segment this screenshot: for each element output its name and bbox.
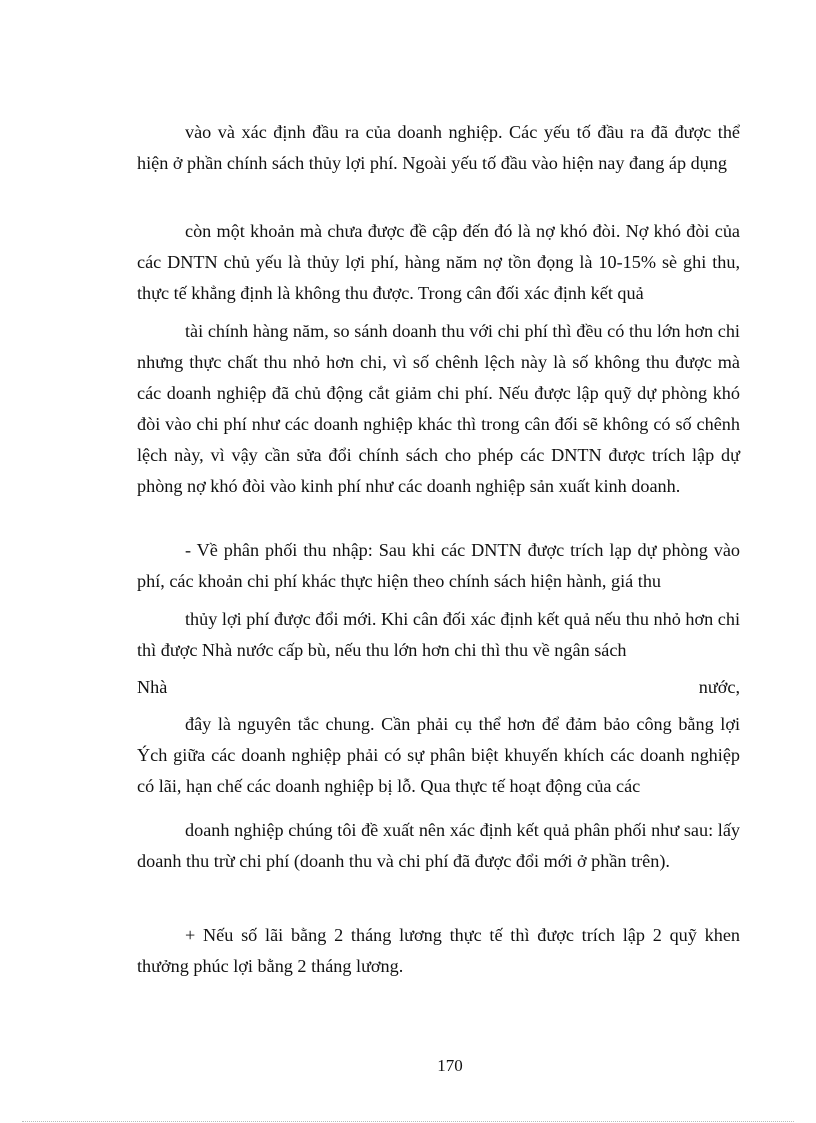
nuoc-word: nước,: [698, 677, 740, 697]
footer-divider: [22, 1121, 794, 1122]
page-number: 170: [437, 1056, 463, 1075]
nha-word: Nhà: [137, 677, 168, 697]
paragraph-2: còn một khoản mà chưa được đề cập đến đó là nợ khó đòi. Nợ khó đòi của các DNTN chủ yếu là thủy lợi phí, hàng năm nợ tồn đọng là 10-15% sè ghi thu, thực tế khẳng định là không thu được. Trong cân đối xác định kết quả: [137, 221, 740, 303]
paragraph-5: thủy lợi phí được đổi mới. Khi cân đối xác định kết quả nếu thu nhỏ hơn chi thì được Nhà nước cấp bù, nếu thu lớn hơn chi thì thu về ngân sách: [137, 609, 740, 660]
paragraph-7: doanh nghiệp chúng tôi đề xuất nên xác định kết quả phân phối như sau: lấy doanh thu trừ chi phí (doanh thu và chi phí đã được đổi mới ở phần trên).: [137, 820, 740, 871]
paragraph-8: + Nếu số lãi bằng 2 tháng lương thực tế thì được trích lập 2 quỹ khen thưởng phúc lợi bằng 2 tháng lương.: [137, 925, 740, 976]
paragraph-3: tài chính hàng năm, so sánh doanh thu với chi phí thì đều có thu lớn hơn chi nhưng thực chất thu nhỏ hơn chi, vì số chênh lệch này là số không thu được mà các doanh nghiệp đã chủ động cắt giảm chi phí. Nếu được lập quỹ dự phòng khó đòi vào chi phí như các doanh nghiệp khác thì trong cân đối sẽ không có số chênh lệch này, vì vậy cần sửa đổi chính sách cho phép các DNTN được trích lập dự phòng nợ khó đòi vào kinh phí như các doanh nghiệp sản xuất kinh doanh.: [137, 321, 740, 496]
paragraph-6: đây là nguyên tắc chung. Cần phải cụ thể hơn để đảm bảo công bằng lợi Ých giữa các doanh nghiệp phải có sự phân biệt khuyến khích các doanh nghiệp có lãi, hạn chế các doanh nghiệp bị lỗ. Qua thực tế hoạt động của các: [137, 714, 740, 796]
paragraph-4: - Về phân phối thu nhập: Sau khi các DNTN được trích lạp dự phòng vào phí, các khoản chi phí khác thực hiện theo chính sách hiện hành, giá thu: [137, 540, 740, 591]
paragraph-5-last-line: [137, 672, 740, 703]
paragraph-1: vào và xác định đầu ra của doanh nghiệp. Các yếu tố đầu ra đã được thể hiện ở phần chính sách thủy lợi phí. Ngoài yếu tố đầu vào hiện nay đang áp dụng: [137, 122, 740, 173]
